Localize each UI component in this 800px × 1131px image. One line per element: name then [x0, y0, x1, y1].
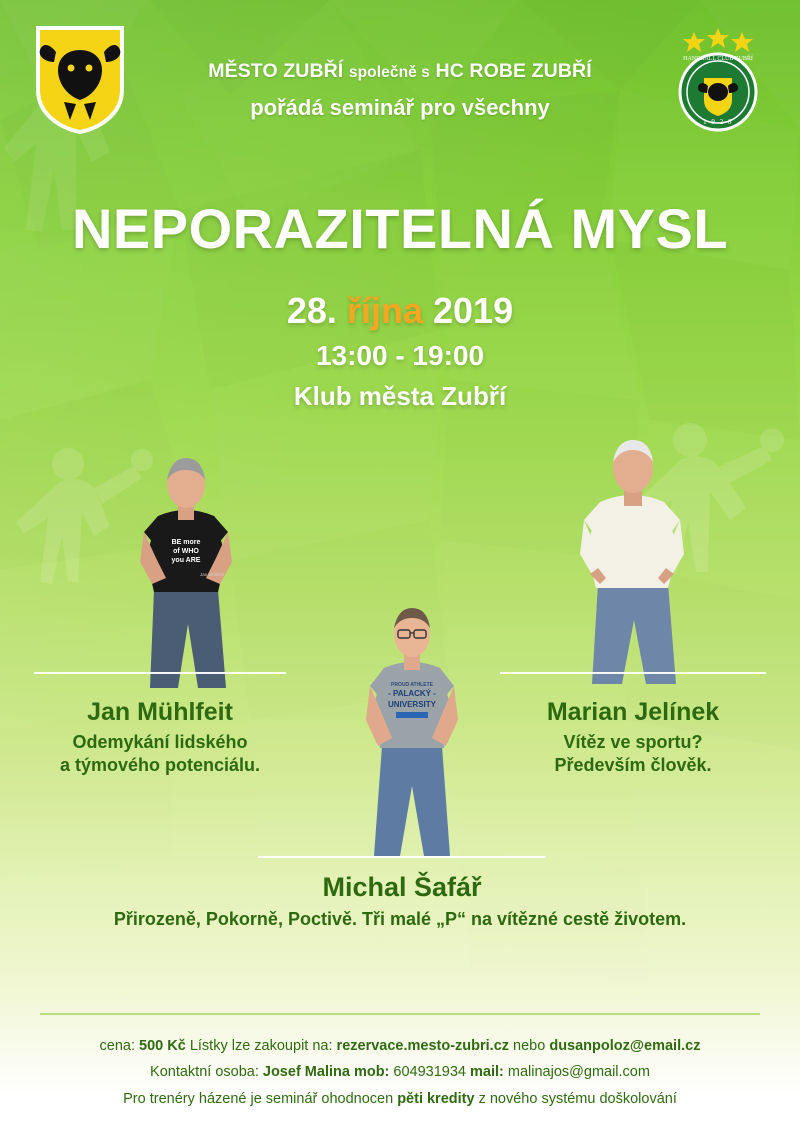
svg-text:of WHO: of WHO — [173, 548, 199, 555]
organizer-line-2: pořádá seminář pro všechny — [250, 95, 550, 120]
contact-name: Josef Malina — [262, 1064, 350, 1081]
speaker-photo-jan-muhlfeit — [96, 452, 276, 690]
contact-mail-label: mail: — [470, 1064, 504, 1081]
event-date — [0, 290, 800, 332]
speaker-1-name: Jan Mühlfeit — [87, 698, 233, 726]
organizer-line-1 — [145, 60, 655, 83]
event-venue: Klub města Zubří — [293, 381, 507, 411]
divider-speaker-1 — [34, 672, 286, 674]
handball-club-zubri-crest-icon — [664, 24, 772, 136]
footer-line-contact — [0, 1059, 800, 1086]
credits-strong: pěti kredity — [397, 1091, 475, 1108]
organizer-club: HC ROBE ZUBŘÍ — [435, 60, 592, 82]
svg-text:UNIVERSITY: UNIVERSITY — [387, 700, 437, 709]
svg-text:- PALACKÝ -: - PALACKÝ - — [388, 689, 436, 698]
speaker-photo-marian-jelinek — [538, 436, 728, 686]
event-date-day: 28. — [286, 290, 337, 331]
speaker-3-name: Michal Šafář — [322, 872, 482, 902]
event-time: 13:00 - 19:00 — [315, 340, 485, 371]
divider-speaker-2 — [500, 672, 766, 674]
svg-text:Jan Mühlfeit: Jan Mühlfeit — [200, 572, 225, 577]
speaker-3-description-line-1: Přirozeně, Pokorně, Poctivě. Tři malé „P“ na vítězné cestě životem. — [113, 909, 687, 929]
speaker-2-description — [496, 731, 770, 776]
speaker-2-name: Marian Jelínek — [546, 698, 720, 726]
svg-text:PROUD ATHLETE: PROUD ATHLETE — [391, 682, 433, 688]
speaker-1-description-line-1: Odemykání lidského — [72, 732, 248, 752]
organizer-conjunction: společně s — [348, 64, 430, 81]
credits-post: z nového systému doškolování — [478, 1091, 677, 1108]
svg-text:1 9 2 6: 1 9 2 6 — [703, 118, 733, 126]
footer-line-price — [0, 1033, 800, 1060]
footer-line-credits — [0, 1086, 800, 1113]
speaker-photo-michal-safar — [332, 604, 492, 858]
price-value: 500 Kč — [139, 1037, 186, 1054]
tickets-link[interactable]: rezervace.mesto-zubri.cz — [336, 1037, 510, 1054]
event-date-year: 2019 — [433, 290, 514, 331]
speaker-2-description-line-1: Vítěz ve sportu? — [563, 732, 703, 752]
poster-header — [0, 0, 800, 170]
contact-label: Kontaktní osoba: — [150, 1064, 259, 1081]
organizer-town: MĚSTO ZUBŘÍ — [208, 60, 344, 82]
credits-pre: Pro trenéry házené je seminář ohodnocen — [123, 1091, 394, 1108]
svg-text:you ARE: you ARE — [171, 557, 201, 564]
organizer-lines — [145, 60, 655, 121]
footer-divider — [40, 1013, 760, 1015]
speaker-1-description — [24, 731, 296, 776]
price-label: cena: — [99, 1037, 136, 1054]
footer — [0, 1033, 800, 1113]
svg-text:HANDBALL CLUB ZUBŘÍ: HANDBALL CLUB ZUBŘÍ — [683, 56, 753, 62]
svg-text:BE more: BE more — [171, 539, 201, 546]
contact-mail-value[interactable]: malinajos@gmail.com — [507, 1064, 650, 1081]
event-details — [0, 290, 800, 412]
contact-mob-value: 604931934 — [393, 1064, 466, 1081]
event-date-month: října — [346, 290, 423, 331]
divider-speaker-3 — [258, 856, 546, 858]
speaker-1-description-line-2: a týmového potenciálu. — [59, 754, 261, 775]
zubri-town-crest-icon — [34, 24, 126, 136]
speaker-2-description-line-2: Především člověk. — [554, 754, 712, 775]
page-title: NEPORAZITELNÁ MYSL — [71, 197, 729, 260]
tickets-or: nebo — [513, 1037, 546, 1054]
tickets-email-link[interactable]: dusanpoloz@email.cz — [549, 1037, 701, 1054]
contact-mob-label: mob: — [353, 1064, 390, 1081]
tickets-label: Lístky lze zakoupit na: — [189, 1037, 333, 1054]
speaker-3-description — [40, 908, 760, 931]
